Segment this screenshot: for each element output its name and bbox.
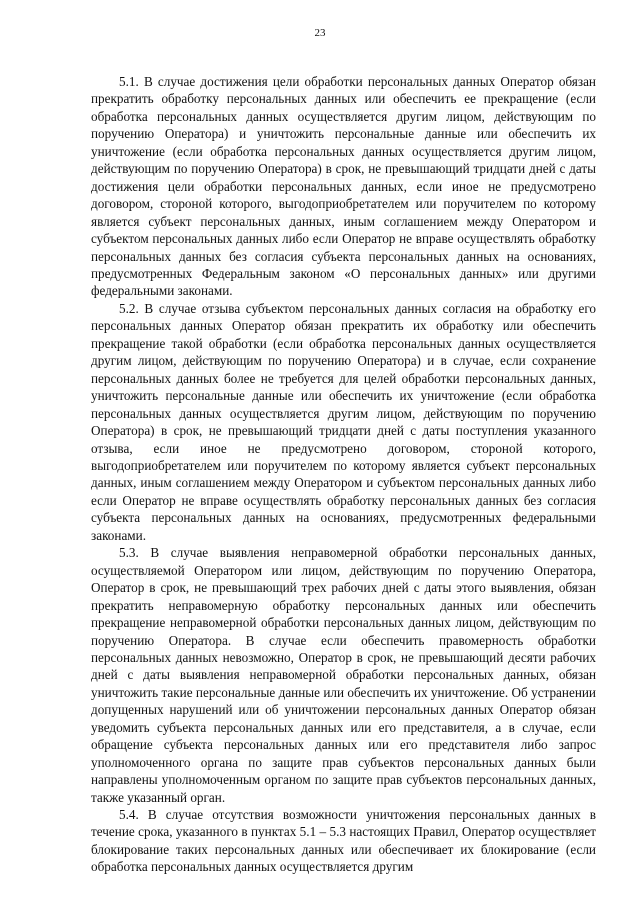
- paragraph-5-3: 5.3. В случае выявления неправомерной обработки персональных данных, осуществляемой Оператором или лицом, действующим по поручению Оператора, Оператор в срок, не превышающий трех рабочих дней с даты этого выявления, обязан прекратить неправомерную обработку персональных данных или обеспечить прекращение неправомерной обработки персональных данных лицом, действующим по поручению Оператора. В случае если обеспечить правомерность обработки персональных данных невозможно, Оператор в срок, не превышающий десяти рабочих дней с даты выявления неправомерной обработки персональных данных, обязан уничтожить такие персональные данные или обеспечить их уничтожение. Об устранении допущенных нарушений или об уничтожении персональных данных Оператор обязан уведомить субъекта персональных данных или его представителя, а в случае, если обращение субъекта персональных данных или его представителя либо запрос уполномоченного органа по защите прав субъектов персональных данных были направлены уполномоченным органом по защите прав субъектов персональных данных, также указанный орган.: [91, 545, 596, 805]
- paragraph-5-2: 5.2. В случае отзыва субъектом персональных данных согласия на обработку его персональных данных Оператор обязан прекратить их обработку или обеспечить прекращение такой обработки (если обработка персональных данных осуществляется другим лицом, действующим по поручению Оператора) и в случае, если сохранение персональных данных более не требуется для целей обработки персональных данных, уничтожить персональные данные или обеспечить их уничтожение (если обработка персональных данных осуществляется другим лицом, действующим по поручению Оператора) в срок, не превышающий тридцати дней с даты поступления указанного отзыва, если иное не предусмотрено договором, стороной которого, выгодоприобретателем или поручителем по которому является субъект персональных данных, иным соглашением между Оператором и субъектом персональных данных либо если Оператор не вправе осуществлять обработку персональных данных без согласия субъекта персональных данных на основаниях, предусмотренных федеральными законами.: [91, 300, 596, 543]
- document-body: [91, 73, 596, 876]
- paragraph-5-4: 5.4. В случае отсутствия возможности уничтожения персональных данных в течение срока, указанного в пунктах 5.1 – 5.3 настоящих Правил, Оператор осуществляет блокирование таких персональных данных или обеспечивает их блокирование (если обработка персональных данных осуществляется другим: [91, 807, 596, 875]
- paragraph-5-1: 5.1. В случае достижения цели обработки персональных данных Оператор обязан прекратить обработку персональных данных или обеспечить ее прекращение (если обработка персональных данных осуществляется другим лицом, действующим по поручению Оператора) и уничтожить персональные данные или обеспечить их уничтожение (если обработка персональных данных осуществляется другим лицом, действующим по поручению Оператора) в срок, не превышающий тридцати дней с даты достижения цели обработки персональных данных, если иное не предусмотрено договором, стороной которого, выгодоприобретателем или поручителем по которому является субъект персональных данных, иным соглашением между Оператором и субъектом персональных данных либо если Оператор не вправе осуществлять обработку персональных данных без согласия субъекта персональных данных на основаниях, предусмотренных Федеральным законом «О персональных данных» или другими федеральными законами.: [91, 74, 596, 299]
- page-number: 23: [314, 27, 326, 39]
